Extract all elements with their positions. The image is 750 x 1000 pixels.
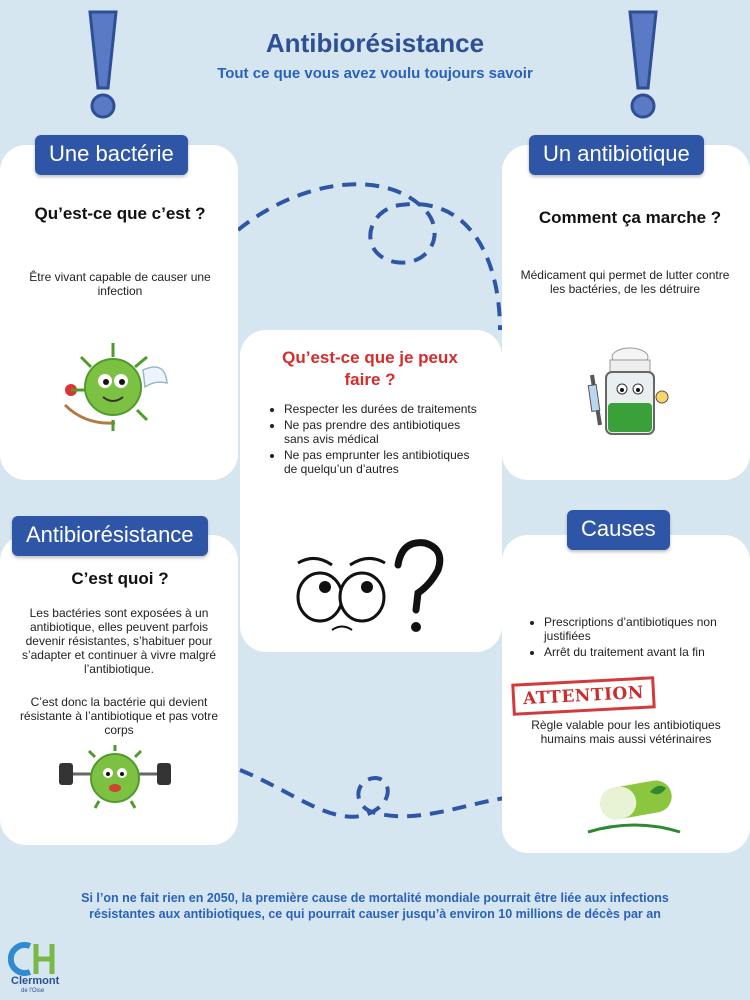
causes-item: • Prescriptions d’antibiotiques non justifiées: [544, 615, 740, 643]
antibioresistance-text1: Les bactéries sont exposées à un antibiotique, elles peuvent parfois devenir résistantes, s’habituer pour s’adapter et continuer à vivre malgré l’antibiotique.: [21, 606, 217, 676]
antibiotique-text: Médicament qui permet de lutter contre les bactéries, de les détruire: [520, 268, 730, 296]
logo-icon: [8, 940, 58, 978]
tag-bacterie: Une bactérie: [35, 135, 188, 175]
bacterie-question: Qu’est-ce que c’est ?: [34, 204, 206, 223]
medicine-bottle-icon: [580, 345, 680, 440]
attention-stamp: ATTENTION: [511, 676, 655, 715]
tag-antibiotique: Un antibiotique: [529, 135, 704, 175]
antibiotique-question: Comment ça marche ?: [538, 208, 722, 227]
faire-item: • Ne pas emprunter les antibiotiques de quelqu’un d’autres: [284, 448, 485, 476]
capsule-icon: [580, 770, 690, 840]
faire-list: [270, 402, 485, 478]
tag-antibioresistance: Antibiorésistance: [12, 516, 208, 556]
logo-name: Clermont de l'Oise: [11, 975, 60, 994]
causes-item: • Arrêt du traitement avant la fin: [544, 645, 740, 659]
tag-causes: Causes: [567, 510, 670, 550]
causes-note: Règle valable pour les antibiotiques humains mais aussi vétérinaires: [531, 718, 721, 746]
causes-list: [530, 615, 740, 661]
worried-eyes-icon: [290, 535, 450, 640]
footer-text: Si l’on ne fait rien en 2050, la première cause de mortalité mondiale pourrait être liée aux infections résistantes aux antibiotiques, ce qui pourrait causer jusqu’à environ 10 millions de décès par an: [81, 891, 669, 921]
faire-item: • Respecter les durées de traitements: [284, 402, 485, 416]
bacterie-text: Être vivant capable de causer une infection: [29, 270, 211, 298]
bacteria-cupid-icon: [55, 335, 175, 435]
bacteria-weightlifter-icon: [55, 745, 175, 810]
page-title: Antibiorésistance: [265, 28, 485, 58]
faire-question: Qu’est-ce que je peux faire ?: [282, 348, 458, 389]
antibioresistance-text2: C’est donc la bactérie qui devient résistante à l’antibiotique et pas votre corps: [19, 695, 219, 737]
antibioresistance-question: C’est quoi ?: [71, 569, 169, 588]
faire-item: • Ne pas prendre des antibiotiques sans avis médical: [284, 418, 485, 446]
page-subtitle: Tout ce que vous avez voulu toujours savoir: [217, 65, 533, 82]
